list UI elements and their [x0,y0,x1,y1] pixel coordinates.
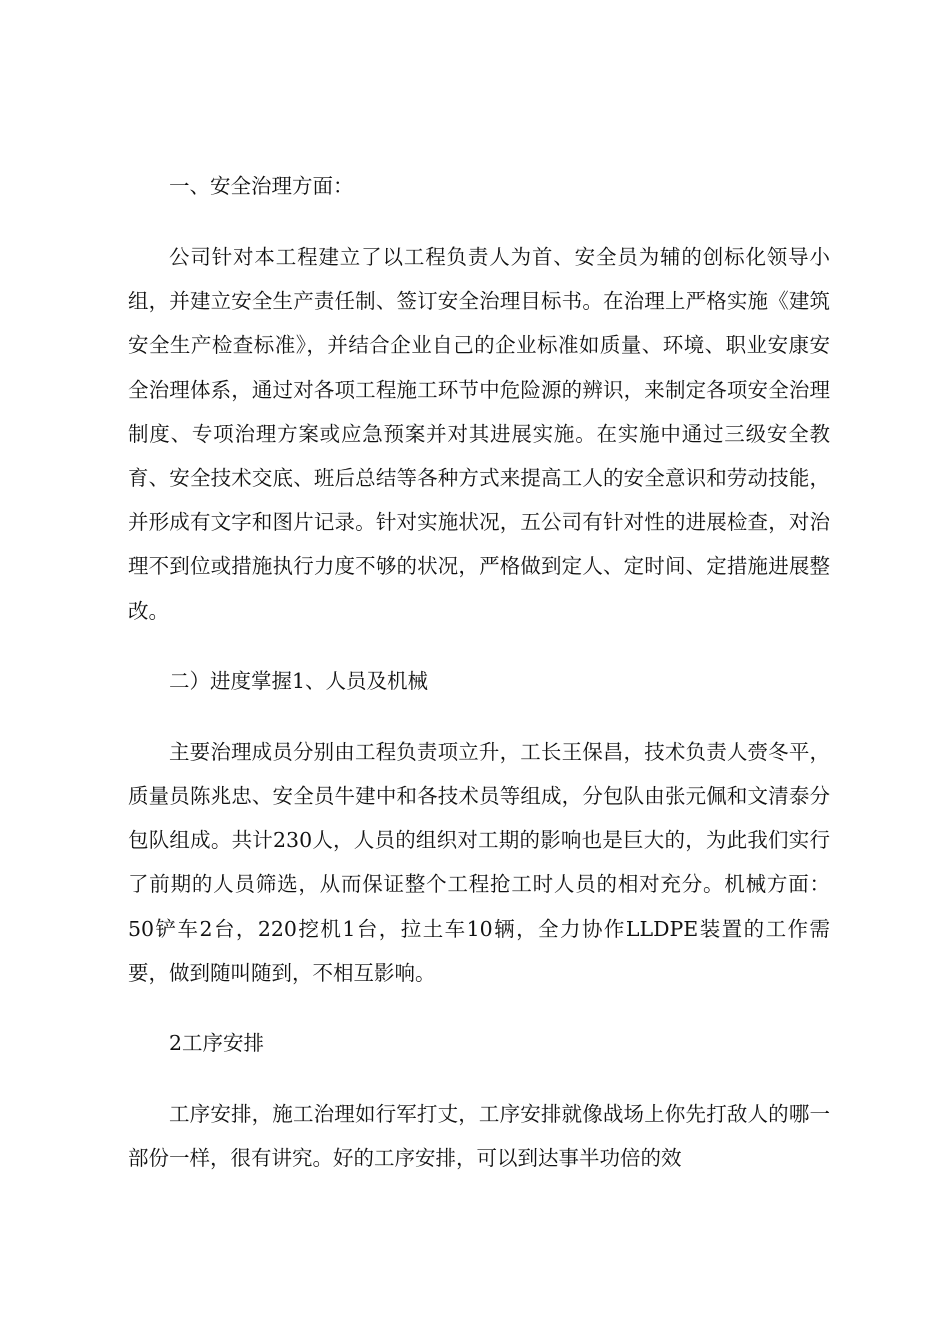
section-heading-safety: 一、安全治理方面： [169,174,354,198]
section-paragraph-progress: 主要治理成员分别由工程负责项立升，工长王保昌，技术负责人赍冬平，质量员陈兆忠、安全员牛建中和各技术员等组成，分包队由张元佩和文清泰分包队组成。共计230人，人员的组织对工期的影响也是巨大的，为此我们实行了前期的人员筛选，从而保证整个工程抢工时人员的相对充分。机械方面：50铲车2台，220挖机1台，拉土车10辆，全力协作LLDPE装置的工作需要，做到随叫随到，不相互影响。 [128,739,830,985]
section-paragraph-safety: 公司针对本工程建立了以工程负责人为首、安全员为辅的创标化领导小组，并建立安全生产责任制、签订安全治理目标书。在治理上严格实施《建筑安全生产检查标准》，并结合企业自己的企业标准如质量、环境、职业安康安全治理体系，通过对各项工程施工环节中危险源的辨识，来制定各项安全治理制度、专项治理方案或应急预案并对其进展实施。在实施中通过三级安全教育、安全技术交底、班后总结等各种方式来提高工人的安全意识和劳动技能，并形成有文字和图片记录。针对实施状况，五公司有针对性的进展检查，对治理不到位或措施执行力度不够的状况，严格做到定人、定时间、定措施进展整改。 [128,245,830,623]
section-heading-progress: 二）进度掌握1、人员及机械 [169,668,429,693]
document-body [128,174,830,1206]
section-paragraph-process: 工序安排，施工治理如行军打丈，工序安排就像战场上你先打敌人的哪一部份一样，很有讲究。好的工序安排，可以到达事半功倍的效 [128,1102,830,1171]
section-heading-process: 2工序安排 [169,1031,265,1056]
